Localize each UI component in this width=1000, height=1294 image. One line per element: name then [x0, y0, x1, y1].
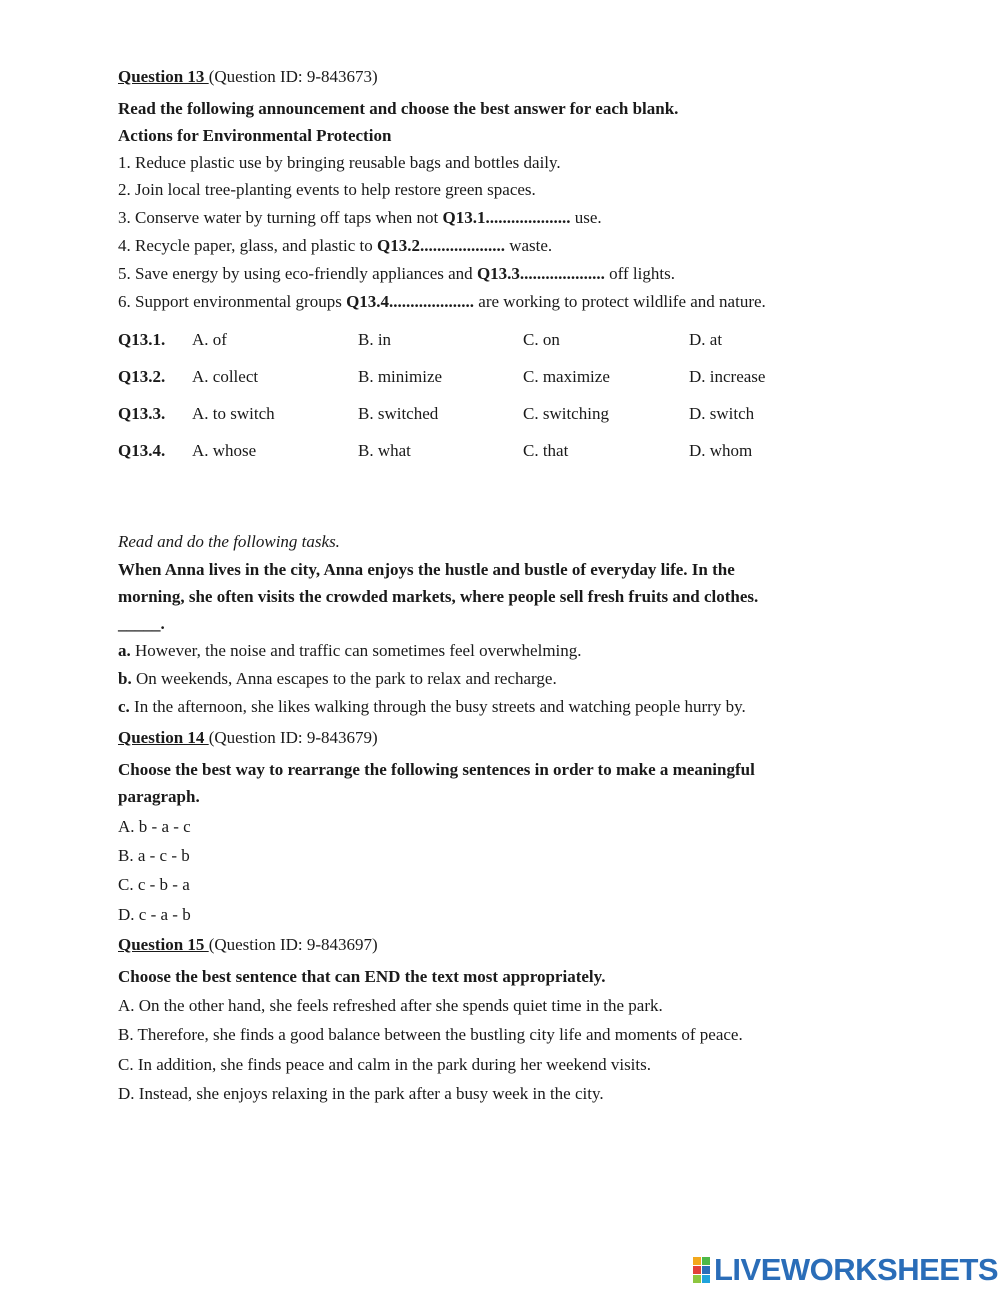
q13-heading-line	[118, 66, 378, 88]
option-row-label: Q13.2.	[118, 367, 166, 386]
q15-option-c[interactable]: C. In addition, she finds peace and calm in the park during her weekend visits.	[118, 1055, 651, 1074]
item-text: 3. Conserve water by turning off taps when not	[118, 208, 443, 227]
logo-mark-icon	[693, 1257, 710, 1283]
sentence-text: On weekends, Anna escapes to the park to relax and recharge.	[131, 669, 557, 688]
option-b[interactable]: B. in	[358, 330, 392, 349]
logo-square	[702, 1275, 710, 1283]
option-a[interactable]: A. of	[192, 330, 227, 349]
sentence-text: In the afternoon, she likes walking through the busy streets and watching people hurry by.	[129, 697, 746, 716]
option-row-label: Q13.4.	[118, 441, 166, 460]
q14-instruction: paragraph.	[118, 787, 200, 806]
q13-item	[118, 263, 675, 285]
sentence-key: b.	[118, 669, 132, 688]
blank-q13-3[interactable]: Q13.3....................	[476, 264, 605, 283]
q13-item	[118, 207, 602, 229]
option-a[interactable]: A. whose	[192, 441, 257, 460]
passage-blank: _____.	[118, 614, 165, 633]
passage-instruction: Read and do the following tasks.	[118, 532, 340, 551]
q15-id: (Question ID: 9-843697)	[208, 935, 378, 954]
option-c[interactable]: C. that	[523, 441, 569, 460]
sentence-key: a.	[118, 641, 131, 660]
item-text: waste.	[504, 236, 553, 255]
option-d[interactable]: D. switch	[689, 404, 755, 423]
q15-heading: Question 15	[118, 935, 209, 954]
option-b[interactable]: B. minimize	[358, 367, 443, 386]
q14-option-d[interactable]: D. c - a - b	[118, 905, 191, 924]
sentence-c	[118, 696, 746, 718]
liveworksheets-logo	[693, 1254, 998, 1286]
q14-id: (Question ID: 9-843679)	[208, 728, 378, 747]
q13-item	[118, 152, 561, 174]
blank-q13-2[interactable]: Q13.2....................	[376, 236, 505, 255]
q13-id: (Question ID: 9-843673)	[208, 67, 378, 86]
option-d[interactable]: D. at	[689, 330, 723, 349]
option-b[interactable]: B. what	[358, 441, 411, 460]
option-b[interactable]: B. switched	[358, 404, 439, 423]
q13-item	[118, 291, 766, 313]
q14-heading: Question 14	[118, 728, 209, 747]
logo-square	[702, 1257, 710, 1265]
item-text: use.	[570, 208, 602, 227]
sentence-b	[118, 668, 557, 690]
q13-item	[118, 235, 552, 257]
option-d[interactable]: D. whom	[689, 441, 753, 460]
q15-option-d[interactable]: D. Instead, she enjoys relaxing in the park after a busy week in the city.	[118, 1084, 604, 1103]
q14-heading-line	[118, 727, 378, 749]
q15-instruction: Choose the best sentence that can END the text most appropriately.	[118, 967, 606, 986]
q13-title: Actions for Environmental Protection	[118, 126, 392, 145]
sentence-a	[118, 640, 582, 662]
q13-heading: Question 13	[118, 67, 209, 86]
option-row-label: Q13.1.	[118, 330, 166, 349]
item-text: 6. Support environmental groups	[118, 292, 347, 311]
passage-text-line: morning, she often visits the crowded markets, where people sell fresh fruits and clothes.	[118, 587, 759, 606]
q13-instruction: Read the following announcement and choose the best answer for each blank.	[118, 99, 679, 118]
option-c[interactable]: C. switching	[523, 404, 609, 423]
blank-q13-1[interactable]: Q13.1....................	[442, 208, 571, 227]
item-text: 2. Join local tree-planting events to help restore green spaces.	[118, 180, 536, 199]
item-text: 1. Reduce plastic use by bringing reusable bags and bottles daily.	[118, 153, 561, 172]
option-a[interactable]: A. collect	[192, 367, 259, 386]
option-c[interactable]: C. on	[523, 330, 560, 349]
q14-option-a[interactable]: A. b - a - c	[118, 817, 191, 836]
logo-square	[693, 1266, 701, 1274]
logo-text: LIVEWORKSHEETS	[714, 1252, 999, 1287]
option-c[interactable]: C. maximize	[523, 367, 610, 386]
passage-text-line: When Anna lives in the city, Anna enjoys the hustle and bustle of everyday life. In the	[118, 560, 735, 579]
q14-option-b[interactable]: B. a - c - b	[118, 846, 190, 865]
item-text: 4. Recycle paper, glass, and plastic to	[118, 236, 377, 255]
sentence-key: c.	[118, 697, 130, 716]
q15-option-a[interactable]: A. On the other hand, she feels refreshed after she spends quiet time in the park.	[118, 996, 663, 1015]
logo-square	[693, 1257, 701, 1265]
item-text: are working to protect wildlife and nature.	[474, 292, 766, 311]
option-a[interactable]: A. to switch	[192, 404, 275, 423]
blank-q13-4[interactable]: Q13.4....................	[346, 292, 475, 311]
logo-square	[693, 1275, 701, 1283]
q14-instruction: Choose the best way to rearrange the following sentences in order to make a meaningful	[118, 760, 755, 779]
q14-option-c[interactable]: C. c - b - a	[118, 875, 190, 894]
item-text: off lights.	[604, 264, 675, 283]
q15-heading-line	[118, 934, 378, 956]
item-text: 5. Save energy by using eco-friendly appliances and	[118, 264, 477, 283]
q13-item	[118, 179, 536, 201]
logo-square	[702, 1266, 710, 1274]
sentence-text: However, the noise and traffic can sometimes feel overwhelming.	[130, 641, 582, 660]
option-row-label: Q13.3.	[118, 404, 166, 423]
q15-option-b[interactable]: B. Therefore, she finds a good balance between the bustling city life and moments of peace.	[118, 1025, 743, 1044]
option-d[interactable]: D. increase	[689, 367, 766, 386]
